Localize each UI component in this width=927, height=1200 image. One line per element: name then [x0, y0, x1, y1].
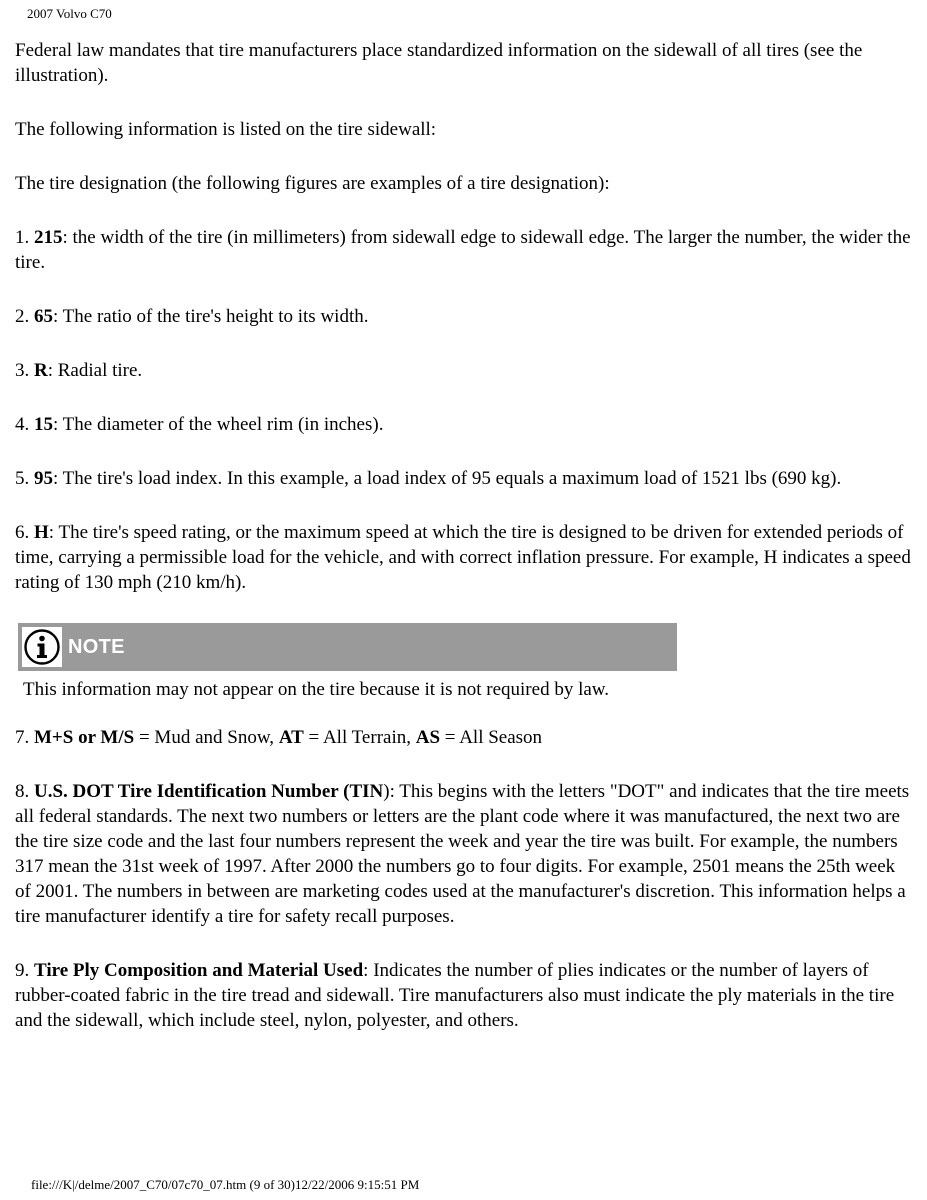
item-text: : The ratio of the tire's height to its width.	[53, 306, 369, 327]
item-number: 3.	[15, 360, 34, 381]
list-item-rim-diameter	[15, 412, 915, 437]
list-item-width	[15, 225, 915, 275]
list-item-load-index	[15, 466, 915, 491]
item-term: 95	[34, 468, 53, 489]
item-number: 6.	[15, 522, 34, 543]
item-text: : Indicates the number of plies indicates or the number of layers of rubber-coated fabric in the tire tread and sidewall. Tire manufacturers also must indicate the ply materials in the tire and the sidewall, which include steel, nylon, polyester, and others.	[15, 960, 895, 1031]
item-number: 5.	[15, 468, 34, 489]
list-item-radial	[15, 358, 915, 383]
item-term: Tire Ply Composition and Material Used	[34, 960, 364, 981]
item-term: AS	[415, 727, 441, 748]
list-item-speed-rating	[15, 520, 915, 595]
item-number: 7.	[15, 727, 34, 748]
item-term: TIN	[349, 781, 384, 802]
note-text: This information may not appear on the tire because it is not required by law.	[23, 679, 610, 700]
note-label: NOTE	[68, 635, 125, 658]
item-term: 65	[34, 306, 53, 327]
item-text: ): This begins with the letters "DOT" and indicates that the tire meets all federal standards. The next two numbers or letters are the plant code where it was manufactured, the next two are the tire size code and the last four numbers represent the week and year the tire was built. For example, the numbers 317 mean the 31st week of 1997. After 2000 the numbers go to four digits. For example, 2501 means the 25th week of 2001. The numbers in between are marketing codes used at the manufacturer's discretion. This information helps a tire manufacturer identify a tire for safety recall purposes.	[15, 781, 910, 927]
item-term: R	[34, 360, 48, 381]
info-icon	[22, 627, 62, 667]
item-text: : Radial tire.	[47, 360, 143, 381]
intro-paragraph: Federal law mandates that tire manufacturers place standardized information on the sidewall of all tires (see the illustration).	[15, 40, 863, 86]
item-text: : The diameter of the wheel rim (in inches).	[53, 414, 384, 435]
item-text: : The tire's load index. In this example, a load index of 95 equals a maximum load of 1521 lbs (690 kg).	[53, 468, 842, 489]
item-number: 8.	[15, 781, 34, 802]
document-body	[15, 38, 915, 1062]
list-item-tire-types	[15, 725, 915, 750]
item-term: 15	[34, 414, 53, 435]
item-number: 2.	[15, 306, 34, 327]
item-term: U.S. DOT Tire Identification Number (	[34, 781, 350, 802]
page-header-title: 2007 Volvo C70	[27, 6, 112, 21]
list-item-ply-composition	[15, 958, 915, 1033]
item-term: M+S or M/S	[34, 727, 135, 748]
item-text: = All Season	[440, 727, 543, 748]
item-number: 9.	[15, 960, 34, 981]
item-term: 215	[34, 227, 63, 248]
item-text: : the width of the tire (in millimeters) from sidewall edge to sidewall edge. The larger the number, the wider the tire.	[15, 227, 911, 273]
item-text: : The tire's speed rating, or the maximum speed at which the tire is designed to be driven for extended periods of time, carrying a permissible load for the vehicle, and with correct inflation pressure. For example, H indicates a speed rating of 130 mph (210 km/h).	[15, 522, 911, 593]
item-number: 1.	[15, 227, 34, 248]
page-footer-path: file:///K|/delme/2007_C70/07c70_07.htm (9 of 30)12/22/2006 9:15:51 PM	[31, 1177, 420, 1192]
item-number: 4.	[15, 414, 34, 435]
info-list-intro: The following information is listed on the tire sidewall:	[15, 119, 437, 140]
item-text: = All Terrain,	[303, 727, 416, 748]
note-header	[18, 623, 677, 671]
list-item-dot-tin	[15, 779, 915, 929]
list-item-ratio	[15, 304, 915, 329]
note-box	[18, 623, 677, 702]
item-term: AT	[278, 727, 304, 748]
designation-intro: The tire designation (the following figures are examples of a tire designation):	[15, 173, 610, 194]
item-term: H	[34, 522, 49, 543]
item-text: = Mud and Snow,	[134, 727, 279, 748]
